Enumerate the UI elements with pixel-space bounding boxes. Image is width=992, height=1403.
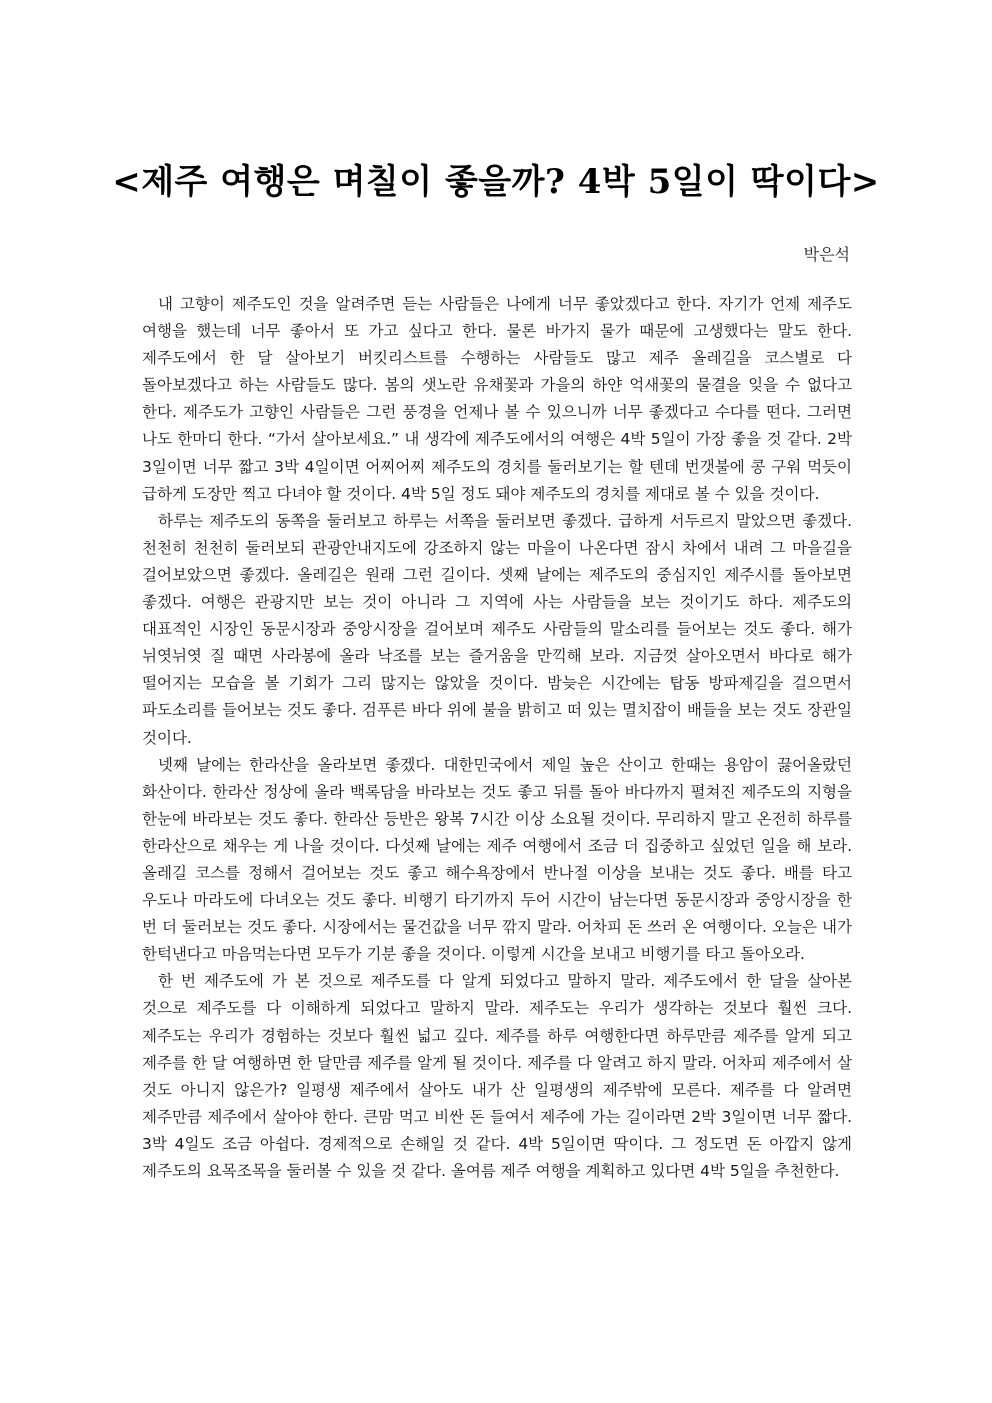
document-title: <제주 여행은 며칠이 좋을까? 4박 5일이 딱이다>: [112, 162, 880, 202]
author-name: 박은석: [803, 245, 850, 264]
paragraph-3: 넷째 날에는 한라산을 올라보면 좋겠다. 대한민국에서 제일 높은 산이고 한때는 용암이 끓어올랐던 화산이다. 한라산 정상에 올라 백록담을 바라보는 것도 좋고 뒤를 돌아 바다까지 펼쳐진 제주도의 지형을 한눈에 바라보는 것도 좋다. 한라산 등반은 왕복 7시간 이상 소요될 것이다. 무리하지 말고 온전히 하루를 한라산으로 채우는 게 나을 것이다. 다섯째 날에는 제주 여행에서 조금 더 집중하고 싶었던 일을 해 보라. 올레길 코스를 정해서 걸어보는 것도 좋고 해수욕장에서 반나절 이상을 보내는 것도 좋다. 배를 타고 우도나 마라도에 다녀오는 것도 좋다. 비행기 타기까지 두어 시간이 남는다면 동문시장과 중앙시장을 한 번 더 둘러보는 것도 좋다. 시장에서는 물건값을 너무 깎지 말라. 어차피 돈 쓰러 온 여행이다. 오늘은 내가 한턱낸다고 마음먹는다면 모두가 기분 좋을 것이다. 이렇게 시간을 보내고 비행기를 타고 돌아오라.: [142, 755, 852, 964]
paragraph-2: 하루는 제주도의 동쪽을 둘러보고 하루는 서쪽을 둘러보면 좋겠다. 급하게 서두르지 말았으면 좋겠다. 천천히 천천히 둘러보되 관광안내지도에 강조하지 않는 마을이 나온다면 잠시 차에서 내려 그 마을길을 걸어보았으면 좋겠다. 올레길은 원래 그런 길이다. 셋째 날에는 제주도의 중심지인 제주시를 돌아보면 좋겠다. 여행은 관광지만 보는 것이 아니라 그 지역에 사는 사람들을 보는 것이기도 하다. 제주도의 대표적인 시장인 동문시장과 중앙시장을 걸어보며 제주도 사람들의 말소리를 들어보는 것도 좋다. 해가 뉘엿뉘엿 질 때면 사라봉에 올라 낙조를 보는 즐거움을 만끽해 보라. 지금껏 살아오면서 바다로 해가 떨어지는 모습을 볼 기회가 그리 많지는 않았을 것이다. 밤늦은 시간에는 탑동 방파제길을 걸으면서 파도소리를 들어보는 것도 좋다. 검푸른 바다 위에 불을 밝히고 떠 있는 멸치잡이 배들을 보는 것도 장관일 것이다.: [142, 511, 852, 747]
document-body: [142, 291, 852, 1185]
paragraph-4: 한 번 제주도에 가 본 것으로 제주도를 다 알게 되었다고 말하지 말라. 제주도에서 한 달을 살아본 것으로 제주도를 다 이해하게 되었다고 말하지 말라. 제주도는 우리가 생각하는 것보다 훨씬 크다. 제주도는 우리가 경험하는 것보다 훨씬 넓고 깊다. 제주를 하루 여행한다면 하루만큼 제주를 알게 되고 제주를 한 달 여행하면 한 달만큼 제주를 알게 될 것이다. 제주를 다 알려고 하지 말라. 어차피 제주에서 살 것도 아니지 않은가? 일평생 제주에서 살아도 내가 산 일평생의 제주밖에 모른다. 제주를 다 알려면 제주만큼 제주에서 살아야 한다. 큰맘 먹고 비싼 돈 들여서 제주에 가는 길이라면 2박 3일이면 너무 짧다. 3박 4일도 조금 아쉽다. 경제적으로 손해일 것 같다. 4박 5일이면 딱이다. 그 정도면 돈 아깝지 않게 제주도의 요목조목을 둘러볼 수 있을 것 같다. 올여름 제주 여행을 계획하고 있다면 4박 5일을 추천한다.: [142, 972, 852, 1180]
paragraph-1: 내 고향이 제주도인 것을 알려주면 듣는 사람들은 나에게 너무 좋았겠다고 한다. 자기가 언제 제주도 여행을 했는데 너무 좋아서 또 가고 싶다고 한다. 물론 바가지 물가 때문에 고생했다는 말도 한다. 제주도에서 한 달 살아보기 버킷리스트를 수행하는 사람들도 많고 제주 올레길을 코스별로 다 돌아보겠다고 하는 사람들도 많다. 봄의 샛노란 유채꽃과 가을의 하얀 억새꽃의 물결을 잊을 수 없다고 한다. 제주도가 고향인 사람들은 그런 풍경을 언제나 볼 수 있으니까 너무 좋겠다고 수다를 떤다. 그러면 나도 한마디 한다. “가서 살아보세요.” 내 생각에 제주도에서의 여행은 4박 5일이 가장 좋을 것 같다. 2박 3일이면 너무 짧고 3박 4일이면 어찌어찌 제주도의 경치를 둘러보기는 할 텐데 번갯불에 콩 구워 먹듯이 급하게 도장만 찍고 다녀야 할 것이다. 4박 5일 정도 돼야 제주도의 경치를 제대로 볼 수 있을 것이다.: [142, 295, 852, 503]
